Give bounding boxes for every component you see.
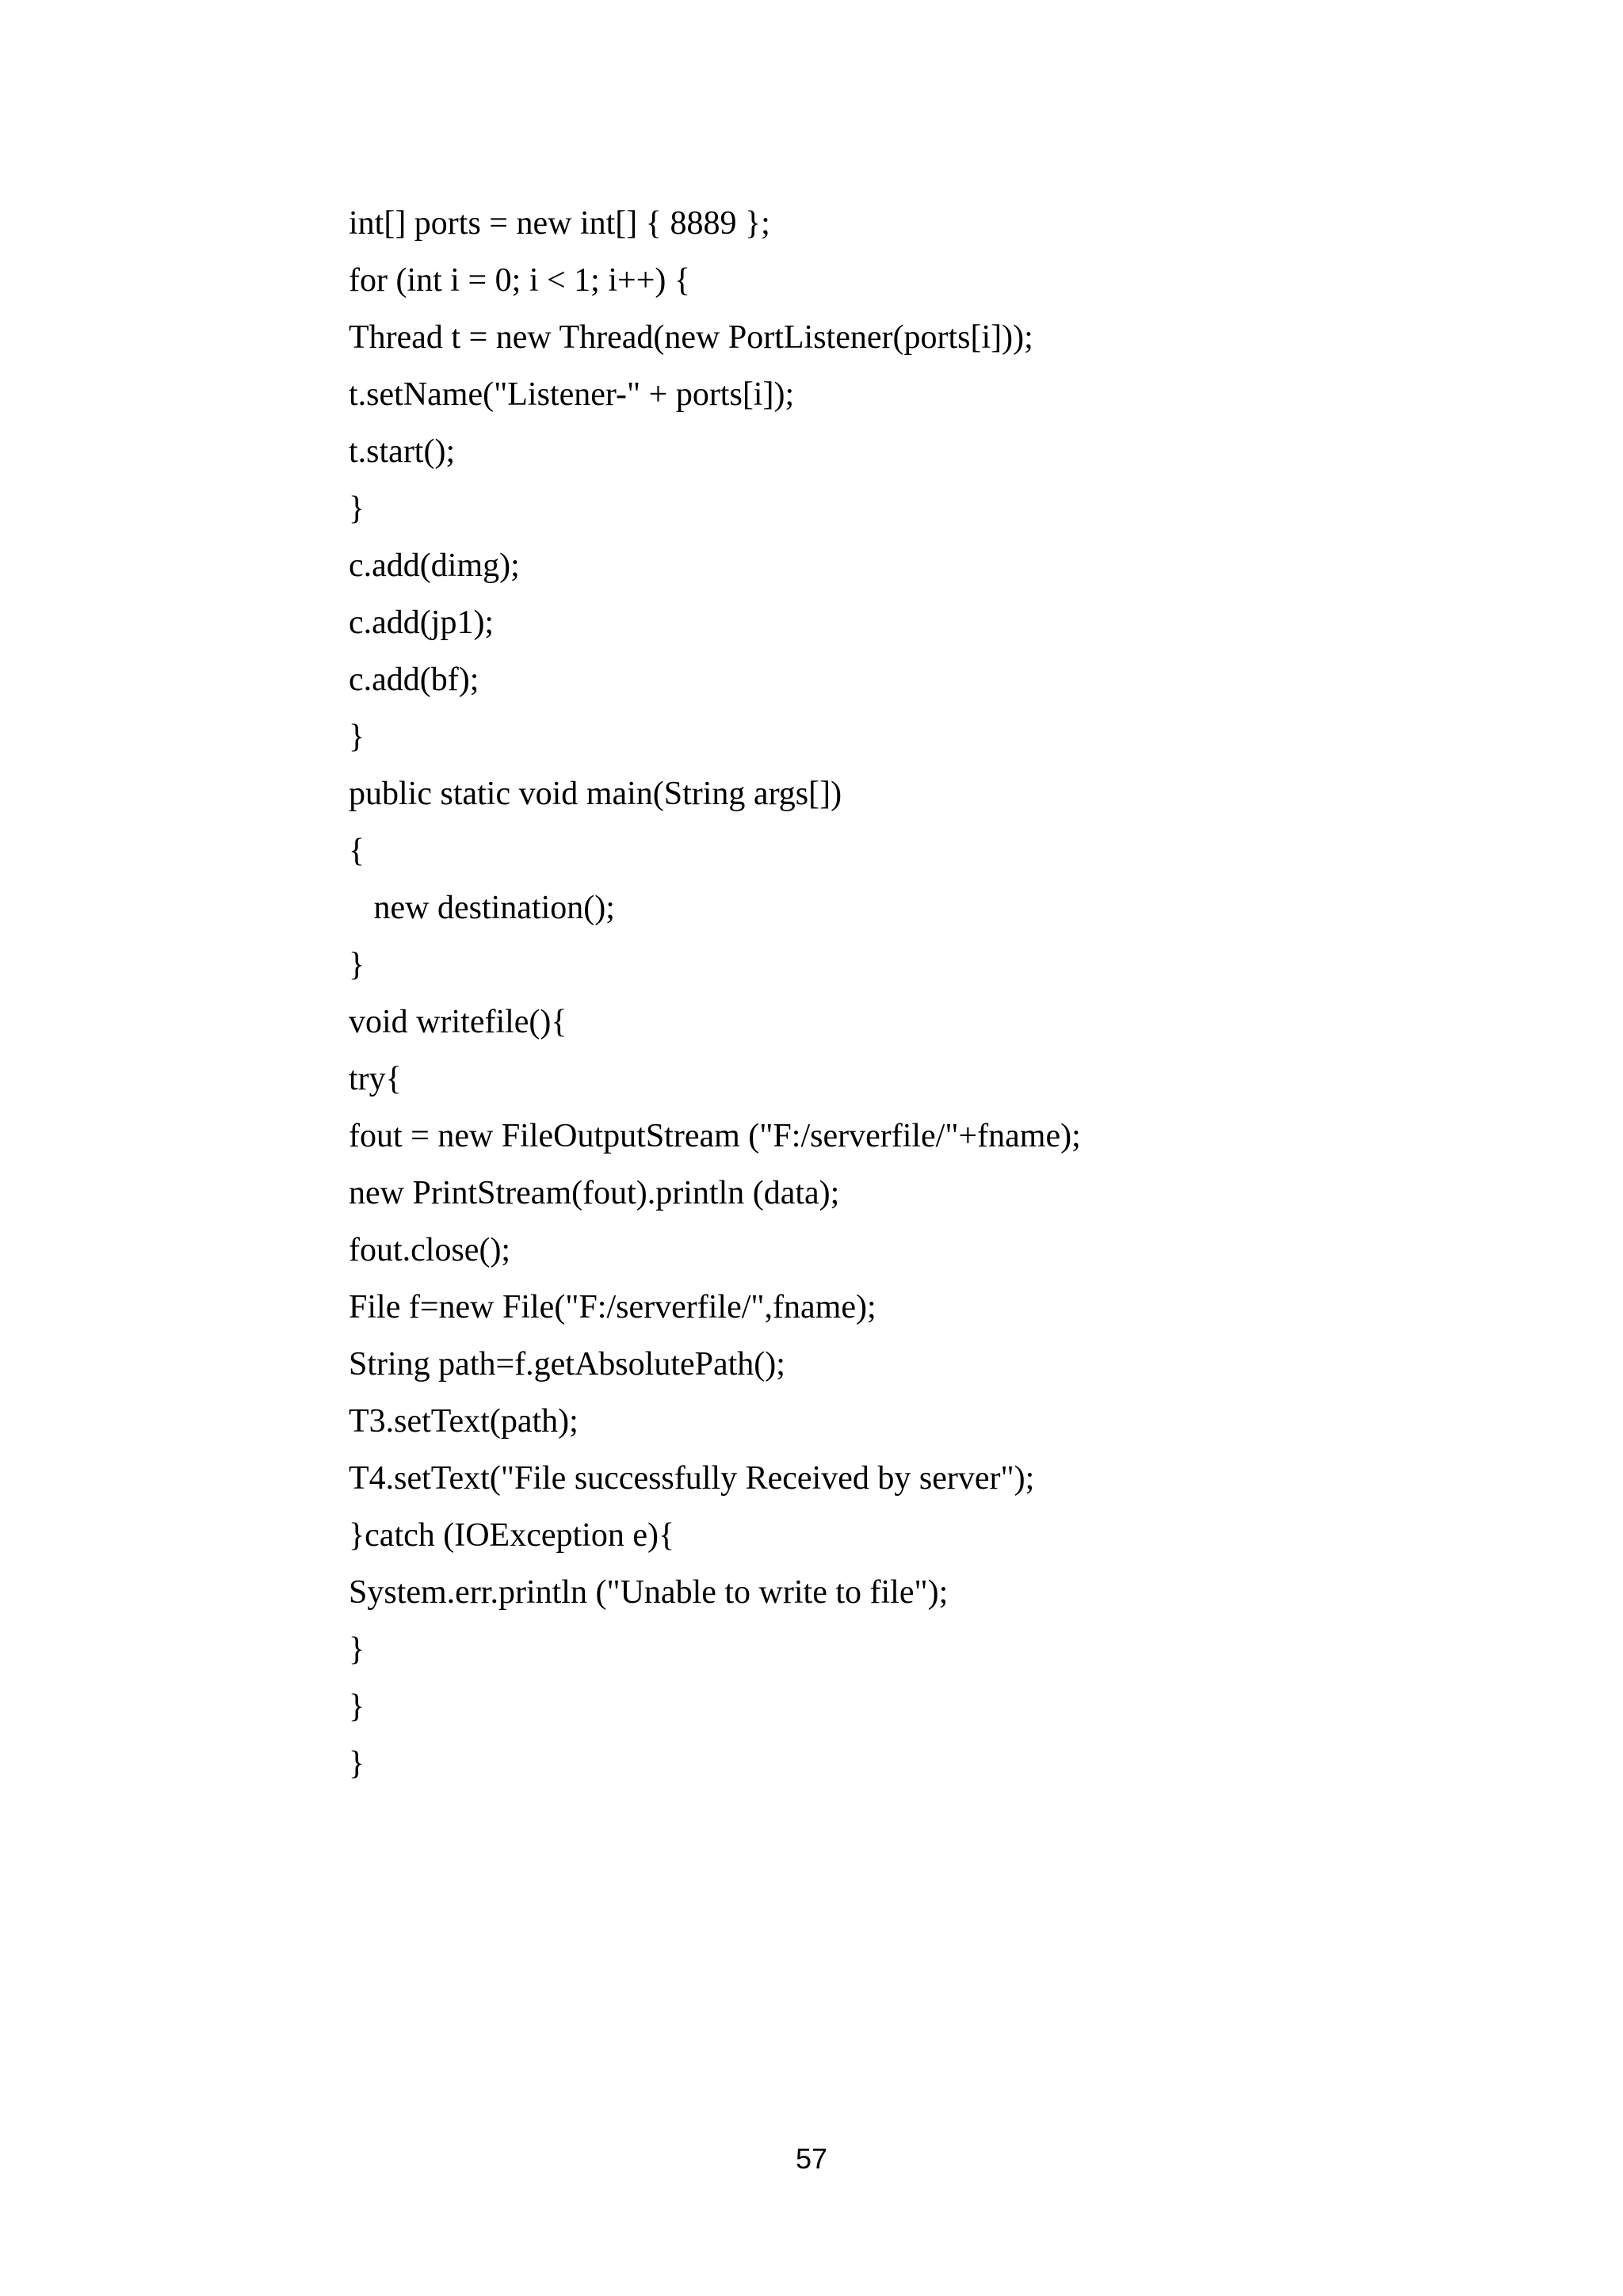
page-number: 57 [795, 2142, 828, 2175]
code-line: String path=f.getAbsolutePath(); [349, 1346, 785, 1383]
code-line: Thread t = new Thread(new PortListener(ports[i])); [349, 319, 1033, 356]
code-line: fout = new FileOutputStream ("F:/serverfile/"+fname); [349, 1118, 1081, 1154]
code-line: } [349, 490, 365, 527]
code-line: T3.setText(path); [349, 1403, 579, 1440]
code-line: void writefile(){ [349, 1004, 567, 1040]
code-line: T4.setText("File successfully Received by server"); [349, 1460, 1035, 1497]
code-line: t.setName("Listener-" + ports[i]); [349, 376, 795, 413]
code-line: c.add(jp1); [349, 605, 495, 641]
code-line: t.start(); [349, 433, 456, 470]
code-line: fout.close(); [349, 1232, 511, 1268]
code-line: int[] ports = new int[] { 8889 }; [349, 205, 770, 242]
code-line: for (int i = 0; i < 1; i++) { [349, 262, 691, 299]
code-line: new PrintStream(fout).println (data); [349, 1175, 840, 1211]
code-line: System.err.println ("Unable to write to file"); [349, 1574, 949, 1611]
code-line: new destination(); [349, 890, 615, 926]
code-line: } [349, 947, 365, 983]
code-line: }catch (IOException e){ [349, 1517, 675, 1554]
code-line: c.add(bf); [349, 662, 479, 698]
code-line: } [349, 1688, 365, 1725]
code-line: File f=new File("F:/serverfile/",fname); [349, 1289, 876, 1325]
code-line: } [349, 1745, 365, 1782]
code-line: } [349, 1631, 365, 1668]
code-line: } [349, 719, 365, 755]
code-line: try{ [349, 1061, 402, 1097]
code-line: c.add(dimg); [349, 547, 520, 584]
code-line: { [349, 833, 365, 869]
code-line: public static void main(String args[]) [349, 776, 842, 812]
code-listing [349, 195, 1537, 1792]
